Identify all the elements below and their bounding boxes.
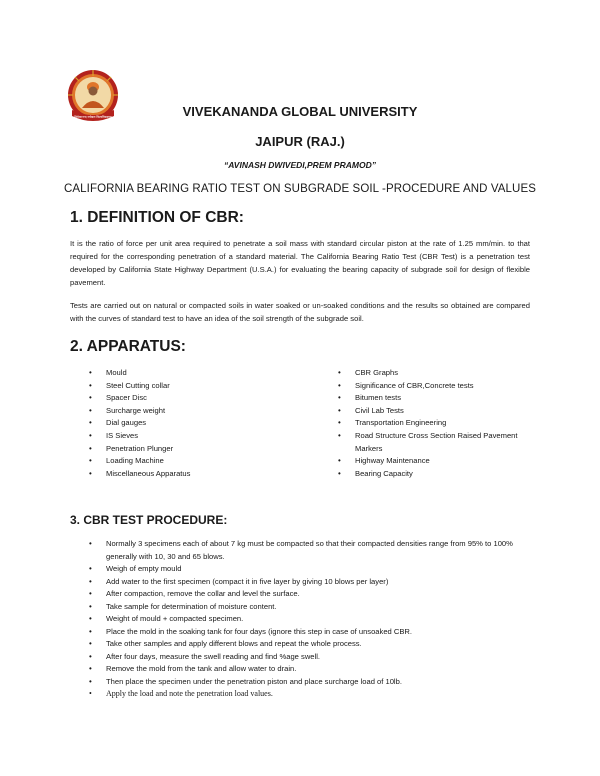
list-item: • CBR Graphs bbox=[338, 367, 538, 380]
list-item: • Normally 3 specimens each of about 7 kg must be compacted so that their compacted densities range from 95% to 100% generally with 10, 30 and 65 blows. bbox=[89, 538, 529, 563]
apparatus-list-right bbox=[338, 367, 538, 480]
university-name: VIVEKANANDA GLOBAL UNIVERSITY bbox=[182, 104, 418, 119]
list-item: • Loading Machine bbox=[89, 455, 289, 468]
list-item: • Then place the specimen under the penetration piston and place surcharge load of 10lb. bbox=[89, 676, 529, 689]
procedure-heading: 3. CBR TEST PROCEDURE: bbox=[70, 513, 228, 527]
list-item: • IS Sieves bbox=[89, 430, 289, 443]
list-item: • Spacer Disc bbox=[89, 392, 289, 405]
list-item: • Weight of mould + compacted specimen. bbox=[89, 613, 529, 626]
list-item: • Bitumen tests bbox=[338, 392, 538, 405]
list-item: • After four days, measure the swell reading and find %age swell. bbox=[89, 651, 529, 664]
list-item: • Place the mold in the soaking tank for four days (ignore this step in case of unsoaked CBR. bbox=[89, 626, 529, 639]
university-city: JAIPUR (RAJ.) bbox=[255, 134, 345, 149]
list-item: • Road Structure Cross Section Raised Pavement Markers bbox=[338, 430, 538, 455]
list-item: • Mould bbox=[89, 367, 289, 380]
svg-text:विवेकानन्द ग्लोबल विश्वविद्याल: विवेकानन्द ग्लोबल विश्वविद्यालय bbox=[74, 115, 112, 119]
list-item: • Surcharge weight bbox=[89, 405, 289, 418]
list-item: • Transportation Engineering bbox=[338, 417, 538, 430]
document-title: CALIFORNIA BEARING RATIO TEST ON SUBGRADE SOIL -PROCEDURE AND VALUES bbox=[63, 183, 536, 195]
list-item: • Highway Maintenance bbox=[338, 455, 538, 468]
list-item: • After compaction, remove the collar and level the surface. bbox=[89, 588, 529, 601]
apparatus-heading: 2. APPARATUS: bbox=[70, 338, 186, 355]
list-item: • Add water to the first specimen (compact it in five layer by giving 10 blows per layer) bbox=[89, 576, 529, 589]
definition-paragraph-2: Tests are carried out on natural or compacted soils in water soaked or un-soaked conditions and the results so obtained are compared with the curves of standard test to have an idea of the soil strength of the subgrade soil. bbox=[70, 301, 530, 323]
list-item: • Steel Cutting collar bbox=[89, 380, 289, 393]
list-item: • Significance of CBR,Concrete tests bbox=[338, 380, 538, 393]
apparatus-list-left bbox=[89, 367, 289, 480]
list-item: • Weigh of empty mould bbox=[89, 563, 529, 576]
list-item: • Miscellaneous Apparatus bbox=[89, 468, 289, 481]
list-item: • Take other samples and apply different blows and repeat the whole process. bbox=[89, 638, 529, 651]
definition-heading: 1. DEFINITION OF CBR: bbox=[70, 209, 244, 226]
list-item: • Penetration Plunger bbox=[89, 443, 289, 456]
list-item: • Dial gauges bbox=[89, 417, 289, 430]
list-item: • Bearing Capacity bbox=[338, 468, 538, 481]
definition-paragraph-1: It is the ratio of force per unit area required to penetrate a soil mass with standard circular piston at the rate of 1.25 mm/min. to that required for the corresponding penetration of a standard material. The California Bearing Ratio Test (CBR Test) is a penetration test developed by California State Highway Department (U.S.A.) for evaluating the bearing capacity of subgrade soil for design of flexible pavement. bbox=[70, 239, 530, 287]
list-item: • Remove the mold from the tank and allow water to drain. bbox=[89, 663, 529, 676]
list-item: • Apply the load and note the penetration load values. bbox=[89, 688, 529, 701]
list-item: • Civil Lab Tests bbox=[338, 405, 538, 418]
procedure-list bbox=[89, 538, 529, 701]
authors-line: “AVINASH DWIVEDI,PREM PRAMOD” bbox=[224, 160, 376, 170]
list-item: • Take sample for determination of moisture content. bbox=[89, 601, 529, 614]
